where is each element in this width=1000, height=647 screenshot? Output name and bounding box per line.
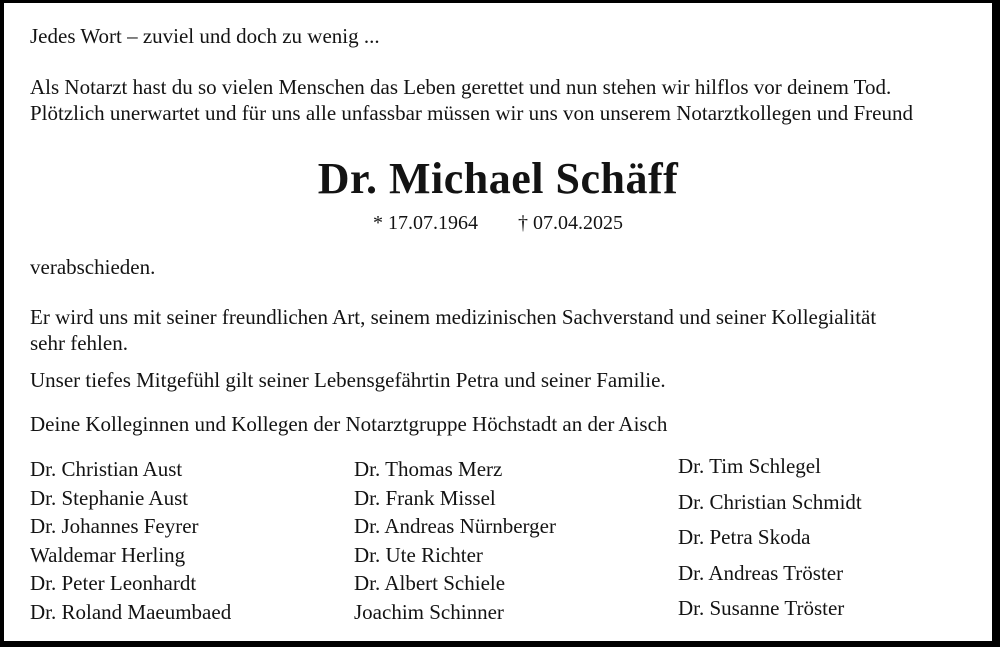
colleague-name: Dr. Thomas Merz [354, 457, 503, 481]
colleague-name: Dr. Susanne Tröster [678, 596, 845, 620]
signature-line: Deine Kolleginnen und Kollegen der Notarztgruppe Höchstadt an der Aisch [30, 412, 668, 436]
intro-line-2: Plötzlich unerwartet und für uns alle unfassbar müssen wir uns von unserem Notarztkollegen und Freund [30, 101, 913, 125]
colleague-name: Dr. Albert Schiele [354, 571, 506, 595]
colleague-name: Dr. Ute Richter [354, 542, 483, 567]
colleague-name: Dr. Andreas Tröster [678, 560, 844, 585]
tribute-line-1: Er wird uns mit seiner freundlichen Art, seinem medizinischen Sachverstand und seiner Kollegialität [30, 305, 877, 329]
colleague-name: Dr. Stephanie Aust [30, 485, 189, 510]
birth-date: * 17.07.1964 [373, 212, 478, 234]
colleague-name: Dr. Frank Missel [354, 485, 496, 510]
colleague-name: Dr. Christian Aust [30, 457, 183, 481]
colleague-name: Dr. Roland Maeumbaed [30, 599, 232, 624]
colleague-name: Dr. Peter Leonhardt [30, 571, 197, 595]
colleague-name: Dr. Petra Skoda [678, 525, 811, 549]
opening-line: Jedes Wort – zuviel und doch zu wenig ... [30, 24, 380, 48]
names-column-2 [354, 455, 556, 626]
names-column-1 [30, 455, 231, 626]
intro-line-1: Als Notarzt hast du so vielen Menschen das Leben gerettet und nun stehen wir hilflos vor deinem Tod. [30, 75, 892, 99]
deceased-name: Dr. Michael Schäff [317, 154, 679, 203]
intro-paragraph [30, 74, 913, 126]
names-column-3 [678, 449, 862, 627]
colleague-name: Waldemar Herling [30, 542, 186, 567]
colleague-name: Dr. Andreas Nürnberger [354, 514, 556, 538]
tribute-line-2: sehr fehlen. [30, 331, 128, 355]
life-dates [4, 211, 992, 235]
death-date: † 07.04.2025 [518, 212, 623, 234]
condolence-line: Unser tiefes Mitgefühl gilt seiner Lebensgefährtin Petra und seiner Familie. [30, 368, 666, 392]
colleague-name: Joachim Schinner [354, 599, 504, 624]
colleague-name: Dr. Christian Schmidt [678, 489, 862, 514]
farewell-line: verabschieden. [30, 255, 156, 279]
colleague-name: Dr. Tim Schlegel [678, 454, 821, 478]
tribute-paragraph [30, 304, 876, 356]
colleague-name: Dr. Johannes Feyrer [30, 514, 199, 538]
